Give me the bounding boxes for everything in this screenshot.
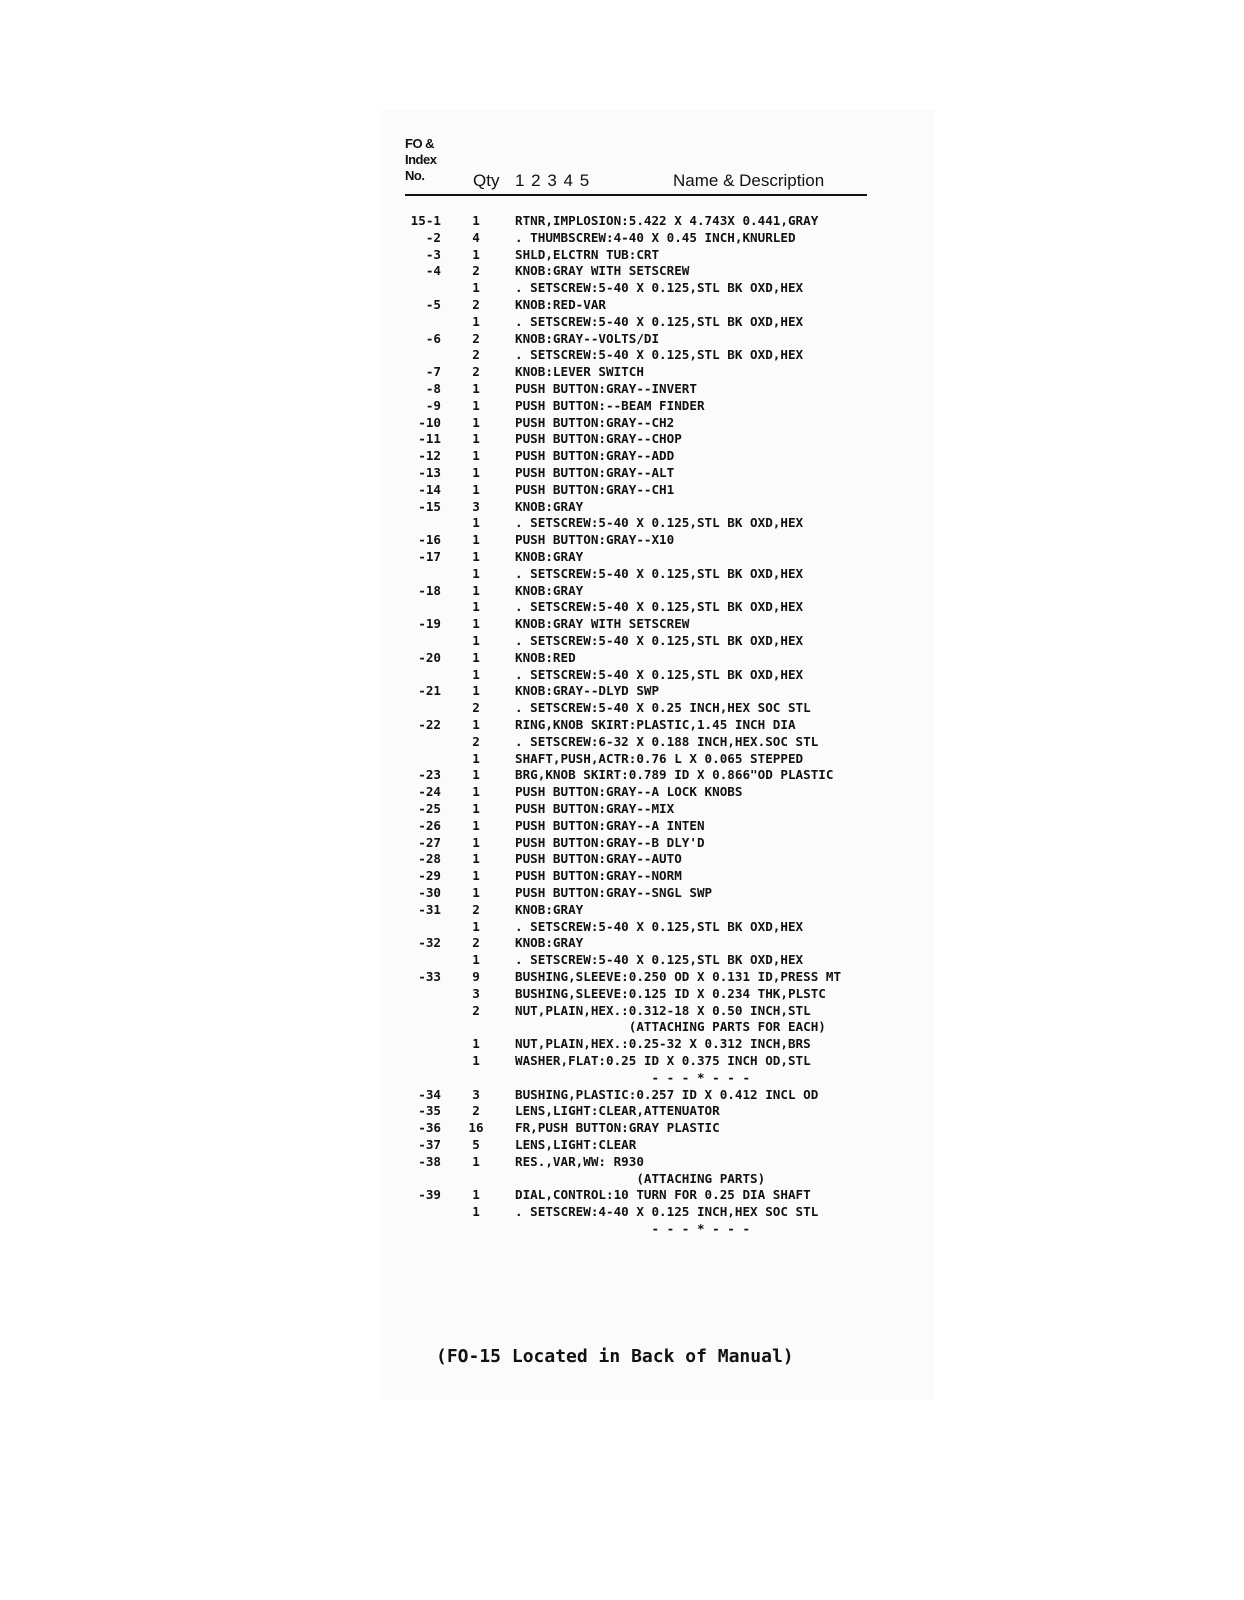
index-number: -20: [418, 650, 441, 665]
table-row: [395, 363, 895, 380]
part-description: RTNR,IMPLOSION:5.422 X 4.743X 0.441,GRAY: [515, 213, 819, 228]
index-number: -5: [425, 297, 441, 312]
part-description: KNOB:GRAY: [515, 549, 584, 564]
index-number: -36: [418, 1120, 441, 1135]
index-number: -38: [418, 1154, 441, 1169]
table-row: [395, 1220, 895, 1237]
part-description: LENS,LIGHT:CLEAR,ATTENUATOR: [515, 1103, 720, 1118]
part-description: PUSH BUTTON:GRAY--CH2: [515, 415, 675, 430]
part-description: BRG,KNOB SKIRT:0.789 ID X 0.866"OD PLASTIC: [515, 767, 834, 782]
part-description: PUSH BUTTON:GRAY--A INTEN: [515, 818, 705, 833]
index-number: -12: [418, 448, 441, 463]
quantity: 2: [472, 902, 480, 917]
part-description: RES.,VAR,WW: R930: [515, 1154, 644, 1169]
fo-index-label-line: Index: [405, 152, 437, 167]
part-description: . SETSCREW:5-40 X 0.125,STL BK OXD,HEX: [515, 347, 804, 362]
part-description: KNOB:GRAY WITH SETSCREW: [515, 616, 690, 631]
part-description: SHAFT,PUSH,ACTR:0.76 L X 0.065 STEPPED: [515, 751, 804, 766]
index-number: 15-1: [410, 213, 441, 228]
part-description: KNOB:GRAY: [515, 902, 584, 917]
index-number: -14: [418, 482, 441, 497]
table-row: [395, 262, 895, 279]
table-row: [395, 313, 895, 330]
table-row: [395, 1052, 895, 1069]
table-row: [395, 901, 895, 918]
table-row: [395, 481, 895, 498]
part-description: . SETSCREW:5-40 X 0.125,STL BK OXD,HEX: [515, 633, 804, 648]
table-row: [395, 1136, 895, 1153]
index-number: -13: [418, 465, 441, 480]
quantity: 1: [472, 515, 480, 530]
part-description: PUSH BUTTON:--BEAM FINDER: [515, 398, 705, 413]
table-row: [395, 867, 895, 884]
quantity: 2: [472, 347, 480, 362]
quantity: 16: [468, 1120, 484, 1135]
fo-index-label-line: No.: [405, 168, 425, 183]
table-row: [395, 346, 895, 363]
table-row: [395, 766, 895, 783]
index-number: -26: [418, 818, 441, 833]
quantity: 1: [472, 633, 480, 648]
quantity: 5: [472, 1137, 480, 1152]
quantity: 9: [472, 969, 480, 984]
part-description: . SETSCREW:6-32 X 0.188 INCH,HEX.SOC STL: [515, 734, 819, 749]
quantity: 2: [472, 1003, 480, 1018]
part-description: BUSHING,SLEEVE:0.125 ID X 0.234 THK,PLSTC: [515, 986, 826, 1001]
quantity: 1: [472, 667, 480, 682]
table-row: [395, 1069, 895, 1086]
quantity: 2: [472, 331, 480, 346]
part-description: KNOB:GRAY--DLYD SWP: [515, 683, 660, 698]
table-row: [395, 750, 895, 767]
table-row: [395, 1018, 895, 1035]
part-description: PUSH BUTTON:GRAY--ALT: [515, 465, 675, 480]
part-description: NUT,PLAIN,HEX.:0.25-32 X 0.312 INCH,BRS: [515, 1036, 811, 1051]
table-row: [395, 447, 895, 464]
part-description: . SETSCREW:5-40 X 0.125,STL BK OXD,HEX: [515, 566, 804, 581]
table-row: [395, 246, 895, 263]
table-row: [395, 212, 895, 229]
part-description: PUSH BUTTON:GRAY--MIX: [515, 801, 675, 816]
quantity: 1: [472, 868, 480, 883]
footer-note: (FO-15 Located in Back of Manual): [436, 1346, 794, 1367]
index-number: -15: [418, 499, 441, 514]
quantity: 1: [472, 448, 480, 463]
quantity: 1: [472, 751, 480, 766]
index-number: -17: [418, 549, 441, 564]
quantity: 1: [472, 1154, 480, 1169]
quantity: 2: [472, 364, 480, 379]
index-number: -29: [418, 868, 441, 883]
table-row: [395, 1153, 895, 1170]
part-description: NUT,PLAIN,HEX.:0.312-18 X 0.50 INCH,STL: [515, 1003, 811, 1018]
index-number: -32: [418, 935, 441, 950]
part-description: . SETSCREW:5-40 X 0.125,STL BK OXD,HEX: [515, 314, 804, 329]
part-description: KNOB:GRAY WITH SETSCREW: [515, 263, 690, 278]
table-row: [395, 800, 895, 817]
index-number: -25: [418, 801, 441, 816]
part-description: PUSH BUTTON:GRAY--CHOP: [515, 431, 682, 446]
fo-index-label-line: FO &: [405, 136, 435, 151]
table-row: [395, 229, 895, 246]
part-description: . SETSCREW:5-40 X 0.25 INCH,HEX SOC STL: [515, 700, 811, 715]
index-number: -11: [418, 431, 441, 446]
quantity: 1: [472, 465, 480, 480]
table-row: [395, 1186, 895, 1203]
part-description: LENS,LIGHT:CLEAR: [515, 1137, 637, 1152]
quantity: 1: [472, 398, 480, 413]
index-number: -27: [418, 835, 441, 850]
index-number: -31: [418, 902, 441, 917]
table-row: [395, 850, 895, 867]
quantity: 1: [472, 1036, 480, 1051]
quantity: 1: [472, 650, 480, 665]
table-row: [395, 1002, 895, 1019]
table-row: [395, 464, 895, 481]
part-description: WASHER,FLAT:0.25 ID X 0.375 INCH OD,STL: [515, 1053, 811, 1068]
table-row: [395, 632, 895, 649]
index-number: -8: [425, 381, 441, 396]
part-description: . SETSCREW:5-40 X 0.125,STL BK OXD,HEX: [515, 919, 804, 934]
table-row: [395, 598, 895, 615]
part-description: - - - * - - -: [515, 1221, 751, 1236]
table-row: [395, 279, 895, 296]
quantity: 3: [472, 499, 480, 514]
quantity: 1: [472, 1204, 480, 1219]
table-row: [395, 666, 895, 683]
table-row: [395, 985, 895, 1002]
table-row: [395, 918, 895, 935]
index-number: -35: [418, 1103, 441, 1118]
quantity: 1: [472, 381, 480, 396]
index-number: -24: [418, 784, 441, 799]
quantity: 1: [472, 818, 480, 833]
table-row: [395, 397, 895, 414]
table-row: [395, 582, 895, 599]
quantity: 1: [472, 247, 480, 262]
table-row: [395, 716, 895, 733]
quantity: 2: [472, 1103, 480, 1118]
table-row: [395, 1102, 895, 1119]
table-row: [395, 531, 895, 548]
index-number: -9: [425, 398, 441, 413]
smr-code-column-label: 1 2 3 4 5: [515, 171, 591, 190]
index-number: -10: [418, 415, 441, 430]
part-description: . SETSCREW:5-40 X 0.125,STL BK OXD,HEX: [515, 599, 804, 614]
name-description-column-label: Name & Description: [673, 171, 825, 190]
quantity: 1: [472, 599, 480, 614]
index-number: -37: [418, 1137, 441, 1152]
index-number: -2: [425, 230, 441, 245]
part-description: KNOB:RED: [515, 650, 576, 665]
quantity: 1: [472, 851, 480, 866]
table-row: [395, 951, 895, 968]
quantity: 4: [472, 230, 480, 245]
quantity: 1: [472, 314, 480, 329]
quantity: 1: [472, 885, 480, 900]
quantity: 1: [472, 767, 480, 782]
part-description: PUSH BUTTON:GRAY--CH1: [515, 482, 675, 497]
part-description: KNOB:LEVER SWITCH: [515, 364, 644, 379]
table-row: [395, 548, 895, 565]
table-row: [395, 783, 895, 800]
quantity: 1: [472, 683, 480, 698]
part-description: FR,PUSH BUTTON:GRAY PLASTIC: [515, 1120, 720, 1135]
index-number: -22: [418, 717, 441, 732]
part-description: PUSH BUTTON:GRAY--A LOCK KNOBS: [515, 784, 743, 799]
table-row: [395, 817, 895, 834]
part-description: RING,KNOB SKIRT:PLASTIC,1.45 INCH DIA: [515, 717, 796, 732]
table-row: [395, 296, 895, 313]
part-description: PUSH BUTTON:GRAY--AUTO: [515, 851, 682, 866]
quantity: 1: [472, 566, 480, 581]
qty-column-label: Qty: [473, 171, 500, 190]
index-number: -16: [418, 532, 441, 547]
table-row: [395, 430, 895, 447]
index-number: -19: [418, 616, 441, 631]
index-number: -4: [425, 263, 441, 278]
index-number: -23: [418, 767, 441, 782]
quantity: 1: [472, 431, 480, 446]
table-row: [395, 934, 895, 951]
part-description: PUSH BUTTON:GRAY--ADD: [515, 448, 675, 463]
table-row: [395, 514, 895, 531]
quantity: 1: [472, 583, 480, 598]
quantity: 1: [472, 1053, 480, 1068]
part-description: SHLD,ELCTRN TUB:CRT: [515, 247, 660, 262]
part-description: KNOB:GRAY--VOLTS/DI: [515, 331, 660, 346]
quantity: 3: [472, 1087, 480, 1102]
quantity: 1: [472, 213, 480, 228]
part-description: . SETSCREW:4-40 X 0.125 INCH,HEX SOC STL: [515, 1204, 819, 1219]
part-description: PUSH BUTTON:GRAY--X10: [515, 532, 675, 547]
quantity: 2: [472, 297, 480, 312]
table-row: [395, 615, 895, 632]
quantity: 1: [472, 280, 480, 295]
table-row: [395, 498, 895, 515]
part-description: . SETSCREW:5-40 X 0.125,STL BK OXD,HEX: [515, 952, 804, 967]
table-row: [395, 834, 895, 851]
quantity: 1: [472, 919, 480, 934]
table-row: [395, 968, 895, 985]
index-number: -33: [418, 969, 441, 984]
table-row: [395, 884, 895, 901]
table-row: [395, 565, 895, 582]
part-description: PUSH BUTTON:GRAY--B DLY'D: [515, 835, 705, 850]
table-row: [395, 682, 895, 699]
part-description: KNOB:GRAY: [515, 499, 584, 514]
table-row: [395, 1035, 895, 1052]
table-row: [395, 1119, 895, 1136]
index-number: -6: [425, 331, 441, 346]
part-description: - - - * - - -: [515, 1070, 751, 1085]
table-row: [395, 1203, 895, 1220]
part-description: BUSHING,PLASTIC:0.257 ID X 0.412 INCL OD: [515, 1087, 819, 1102]
index-number: -34: [418, 1087, 441, 1102]
part-description: PUSH BUTTON:GRAY--NORM: [515, 868, 682, 883]
table-row: [395, 699, 895, 716]
table-row: [395, 1170, 895, 1187]
part-description: . SETSCREW:5-40 X 0.125,STL BK OXD,HEX: [515, 280, 804, 295]
quantity: 2: [472, 263, 480, 278]
part-description: BUSHING,SLEEVE:0.250 OD X 0.131 ID,PRESS MT: [515, 969, 842, 984]
quantity: 1: [472, 549, 480, 564]
table-row: [395, 330, 895, 347]
quantity: 2: [472, 935, 480, 950]
quantity: 2: [472, 734, 480, 749]
part-description: DIAL,CONTROL:10 TURN FOR 0.25 DIA SHAFT: [515, 1187, 811, 1202]
part-description: . SETSCREW:5-40 X 0.125,STL BK OXD,HEX: [515, 667, 804, 682]
index-number: -3: [425, 247, 441, 262]
table-row: [395, 733, 895, 750]
quantity: 3: [472, 986, 480, 1001]
table-row: [395, 414, 895, 431]
part-description: PUSH BUTTON:GRAY--SNGL SWP: [515, 885, 713, 900]
index-number: -28: [418, 851, 441, 866]
table-row: [395, 1086, 895, 1103]
quantity: 1: [472, 482, 480, 497]
quantity: 1: [472, 717, 480, 732]
index-number: -39: [418, 1187, 441, 1202]
quantity: 1: [472, 532, 480, 547]
index-number: -7: [425, 364, 441, 379]
part-description: KNOB:GRAY: [515, 583, 584, 598]
table-row: [395, 380, 895, 397]
part-description: (ATTACHING PARTS): [515, 1171, 766, 1186]
quantity: 1: [472, 784, 480, 799]
quantity: 1: [472, 415, 480, 430]
quantity: 1: [472, 616, 480, 631]
part-description: KNOB:RED-VAR: [515, 297, 606, 312]
part-description: PUSH BUTTON:GRAY--INVERT: [515, 381, 697, 396]
index-number: -30: [418, 885, 441, 900]
quantity: 1: [472, 801, 480, 816]
quantity: 1: [472, 952, 480, 967]
part-description: (ATTACHING PARTS FOR EACH): [515, 1019, 826, 1034]
quantity: 1: [472, 835, 480, 850]
part-description: . THUMBSCREW:4-40 X 0.45 INCH,KNURLED: [515, 230, 796, 245]
index-number: -21: [418, 683, 441, 698]
part-description: KNOB:GRAY: [515, 935, 584, 950]
table-row: [395, 649, 895, 666]
index-number: -18: [418, 583, 441, 598]
quantity: 1: [472, 1187, 480, 1202]
part-description: . SETSCREW:5-40 X 0.125,STL BK OXD,HEX: [515, 515, 804, 530]
quantity: 2: [472, 700, 480, 715]
